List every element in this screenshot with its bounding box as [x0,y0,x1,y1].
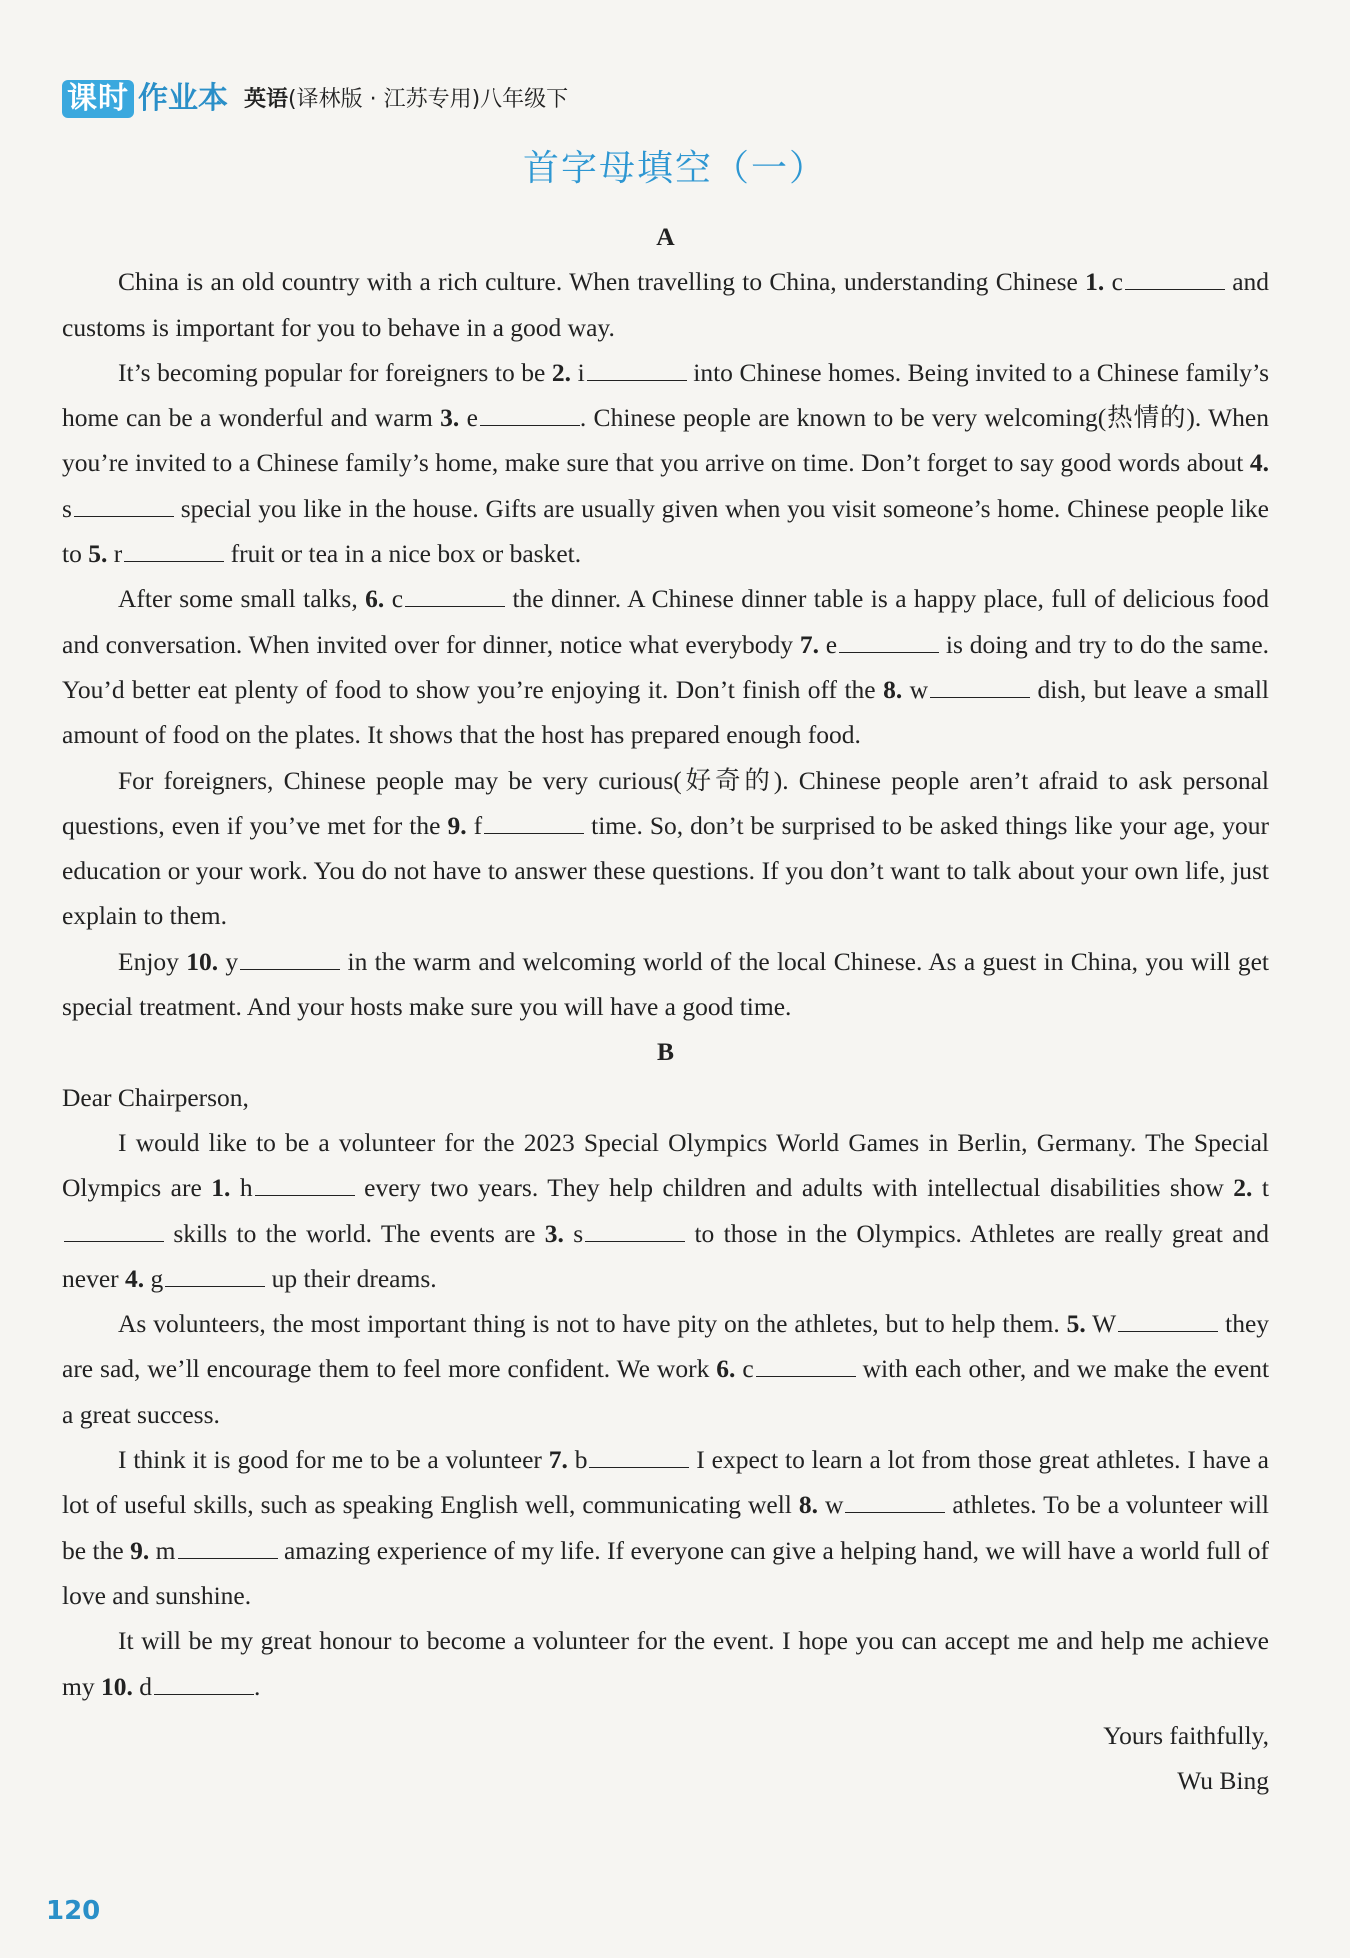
question-number: 6. [365,584,385,614]
answer-blank[interactable] [480,403,580,426]
answer-blank[interactable] [165,1264,265,1287]
page-header [62,78,568,118]
initial-letter: r [113,539,123,569]
paragraph-a4: For foreigners, Chinese people may be very curious(好奇的). Chinese people aren’t afraid to ask personal questions, even if you’ve met for the 9. f time. So, don’t be surprised to be asked things like your age, your education or your work. You do not have to answer these questions. If you don’t want to talk about your own life, just explain to them. [62,765,1270,931]
initial-letter: f [473,810,483,840]
question-number: 10. [100,1671,133,1701]
answer-blank[interactable] [64,1219,164,1242]
initial-letter: s [573,1218,584,1248]
answer-blank[interactable] [154,1672,254,1695]
answer-blank[interactable] [845,1490,945,1513]
initial-letter: i [577,357,585,387]
answer-blank[interactable] [124,539,224,562]
initial-letter: w [824,1490,844,1520]
series-logo [62,80,228,118]
initial-letter: e [825,629,838,659]
paragraph-a3: After some small talks, 6. c the dinner. A Chinese dinner table is a happy place, full of delicious food and conversation. When invited over for dinner, notice what everybody 7. e is doing and try to do the same. You’d better eat plenty of food to show you’re enjoying it. Don’t finish off the 8. w dish, but leave a small amount of food on the plates. It shows that the host has prepared enough food. [62,584,1270,750]
question-number: 5. [1066,1309,1086,1339]
question-number: 8. [798,1490,818,1520]
worksheet-content [62,214,1269,1803]
page-title: 首字母填空（一） [522,148,827,189]
initial-letter: m [155,1535,176,1565]
initial-letter: y [225,946,239,976]
paragraph-b2: As volunteers, the most important thing is not to have pity on the athletes, but to help them. 5. W they are sad, we’ll encourage them to feel more confident. We work 6. c with each other, and we make the event a great success. [62,1309,1270,1429]
paragraph-b3: I think it is good for me to be a volunteer 7. b I expect to learn a lot from those great athletes. I have a lot of useful skills, such as speaking English well, communicating well 8. w athletes. To be a volunteer will be the 9. m amazing experience of my life. If everyone can give a helping hand, we will have a world full of love and sunshine. [62,1445,1270,1610]
answer-blank[interactable] [585,1219,685,1242]
question-number: 1. [1085,267,1105,297]
question-number: 7. [548,1445,568,1475]
question-number: 3. [544,1218,564,1248]
logo-highlight: 课时 [62,80,134,118]
question-number: 9. [130,1535,150,1565]
answer-blank[interactable] [1125,267,1225,290]
initial-letter: d [139,1671,152,1701]
logo-text: 作业本 [138,81,228,116]
question-number: 2. [1233,1173,1253,1203]
initial-letter: c [391,584,404,614]
section-heading-b: B [656,1037,674,1067]
closing: Yours faithfully, [1103,1720,1269,1750]
edition: (译林版 · 江苏专用)八年级下 [288,87,569,112]
initial-letter: e [466,403,478,433]
answer-blank[interactable] [484,811,584,834]
paragraph-b1: I would like to be a volunteer for the 2023 Special Olympics World Games in Berlin, Germany. The Special Olympics are 1. h every two years. They help children and adults with intellectual disabilities show 2. t skills to the world. The events are 3. s to those in the Olympics. Athletes are really great and never 4. g up their dreams. [62,1127,1270,1293]
answer-blank[interactable] [240,947,340,970]
signature: Wu Bing [1177,1766,1269,1796]
paragraph-b4: It will be my great honour to become a volunteer for the event. I hope you can accept me and help me achieve my 10. d . [62,1626,1269,1701]
question-number: 10. [186,946,219,976]
initial-letter: b [574,1445,588,1475]
answer-blank[interactable] [255,1173,355,1196]
answer-blank[interactable] [587,358,687,381]
answer-blank[interactable] [405,584,505,607]
book-info [244,82,568,118]
initial-letter: c [1111,267,1123,297]
page-number: 120 [46,1896,101,1926]
paragraph-a1: China is an old country with a rich culture. When travelling to China, understanding Chinese 1. c and customs is important for you to behave in a good way. [62,267,1270,342]
paragraph-a5: Enjoy 10. y in the warm and welcoming world of the local Chinese. As a guest in China, you will get special treatment. And your hosts make sure you will have a good time. [62,946,1270,1022]
answer-blank[interactable] [839,630,939,653]
answer-blank[interactable] [589,1445,689,1468]
salutation: Dear Chairperson, [62,1082,249,1112]
initial-letter: h [239,1173,253,1203]
initial-letter: g [150,1263,164,1293]
initial-letter: t [1261,1173,1269,1203]
question-number: 9. [447,810,467,840]
question-number: 8. [883,674,903,704]
answer-blank[interactable] [74,494,174,517]
question-number: 7. [799,629,819,659]
answer-blank[interactable] [1118,1309,1218,1332]
initial-letter: w [909,674,929,704]
question-number: 3. [440,403,460,433]
initial-letter: c [742,1354,754,1384]
question-number: 4. [1249,448,1269,478]
answer-blank[interactable] [178,1536,278,1559]
answer-blank[interactable] [756,1354,856,1377]
question-number: 1. [211,1173,231,1203]
initial-letter: s [62,493,72,523]
answer-blank[interactable] [930,675,1030,698]
question-number: 5. [88,539,108,569]
question-number: 2. [551,357,572,387]
paragraph-a2: It’s becoming popular for foreigners to be 2. i into Chinese homes. Being invited to a Chinese family’s home can be a wonderful and warm 3. e . Chinese people are known to be very welcoming(热情的). When you’re invited to a Chinese family’s home, make sure that you arrive on time. Don’t forget to say good words about 4. s special you like in the house. Gifts are usually given when you visit someone’s home. Chinese people like to 5. r fruit or tea in a nice box or basket. [62,357,1270,569]
initial-letter: W [1092,1309,1117,1339]
question-number: 6. [716,1354,736,1384]
question-number: 4. [125,1263,145,1293]
section-heading-a: A [656,222,675,251]
subject: 英语 [244,87,289,112]
